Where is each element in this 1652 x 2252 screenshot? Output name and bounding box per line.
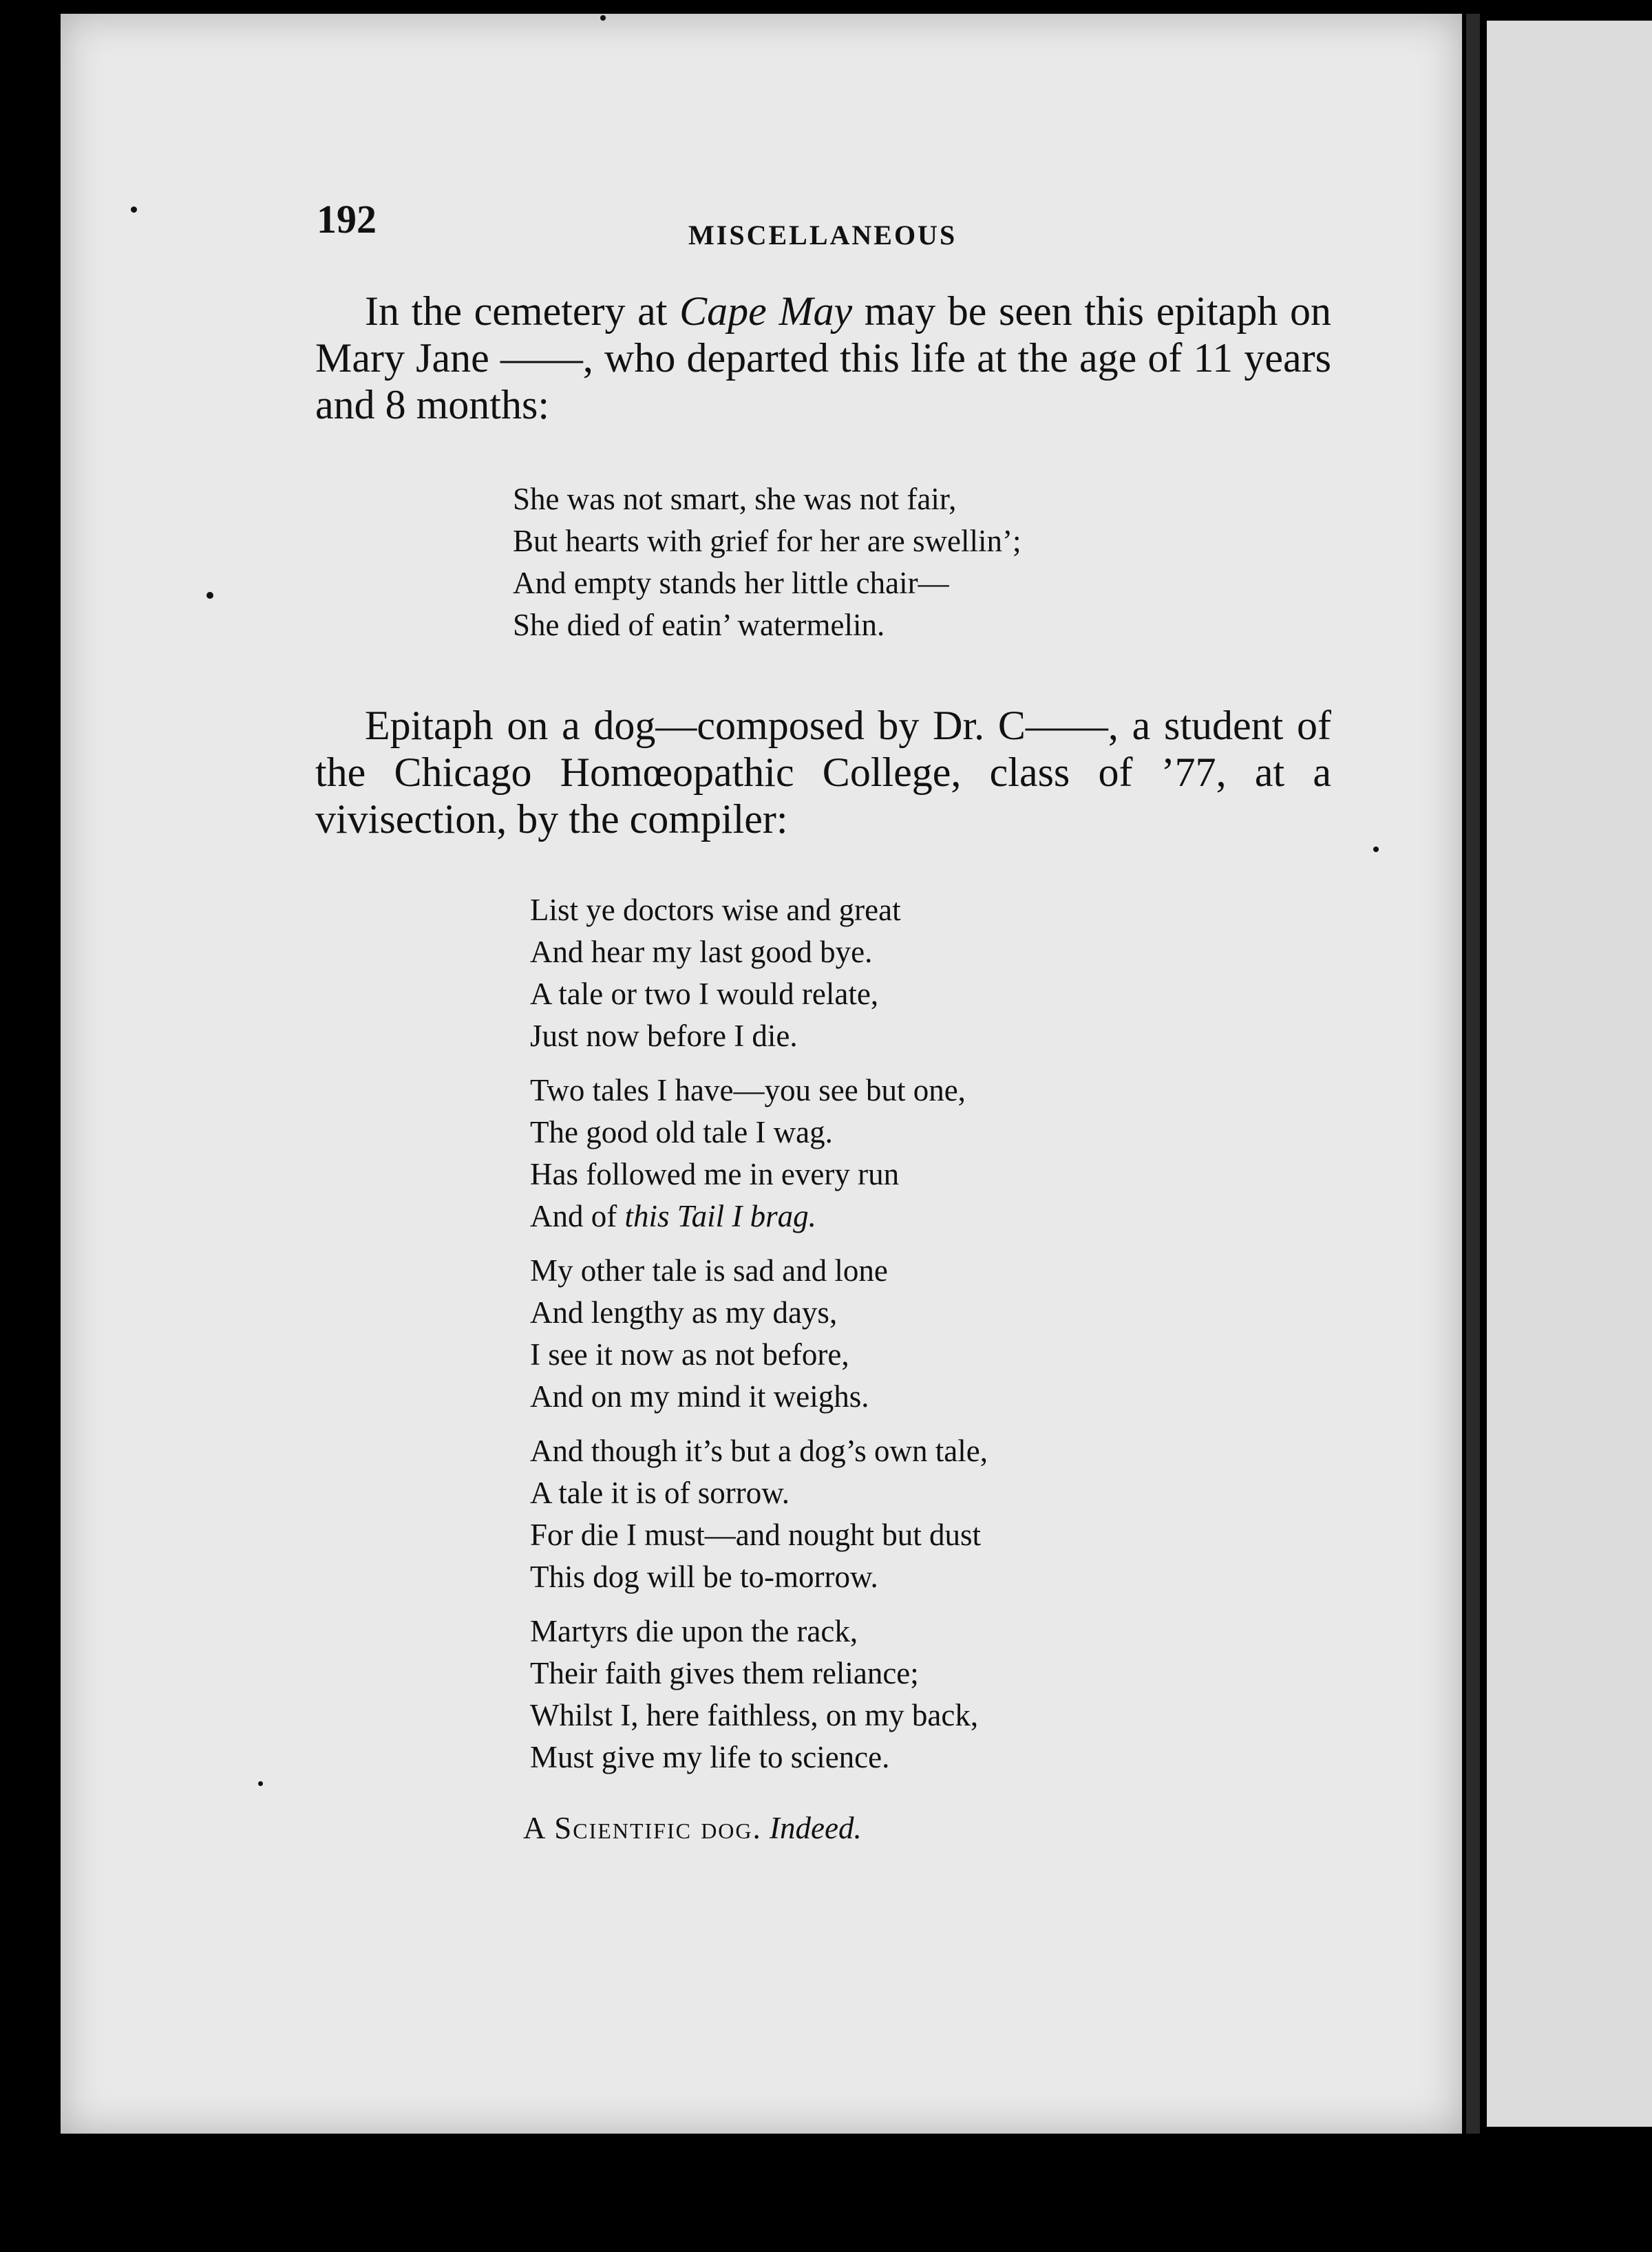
- scan-speck: [1373, 847, 1379, 852]
- paragraph-text: In the cemetery at: [365, 288, 680, 334]
- stanza: [530, 1430, 988, 1598]
- verse-line: I see it now as not before,: [530, 1337, 849, 1372]
- verse-line: Two tales I have—you see but one,: [530, 1073, 966, 1107]
- scan-speck: [600, 15, 606, 21]
- page-number: 192: [317, 197, 377, 242]
- verse-line: Must give my life to science.: [530, 1740, 890, 1774]
- verse-line: Whilst I, here faithless, on my back,: [530, 1698, 979, 1732]
- verse-line: A tale it is of sorrow.: [530, 1476, 790, 1510]
- verse-line: List ye doctors wise and great: [530, 893, 901, 927]
- stanza: [530, 1070, 988, 1237]
- signature: [523, 1810, 862, 1846]
- verse-line: The good old tale I wag.: [530, 1115, 833, 1149]
- verse-line: A tale or two I would relate,: [530, 977, 879, 1011]
- paragraph-text: may be seen this epitaph on Mary Jane ——, who departed this life at the age of 11 years and 8 months:: [315, 288, 1331, 427]
- verse-line: [530, 1196, 988, 1237]
- paragraph-dog-epitaph: Epitaph on a dog—composed by Dr. C——, a student of the Chicago Homœopathic College, class of ’77, at a vivisection, by the compiler:: [315, 703, 1331, 842]
- verse-line: This dog will be to-morrow.: [530, 1560, 878, 1594]
- running-head: MISCELLANEOUS: [688, 220, 957, 251]
- verse-emphasis: this Tail I brag.: [624, 1199, 816, 1233]
- verse-line: But hearts with grief for her are swellin’;: [513, 524, 1021, 558]
- verse-line: Has followed me in every run: [530, 1157, 900, 1191]
- stanza: [530, 1611, 988, 1778]
- verse-line: Martyrs die upon the rack,: [530, 1614, 858, 1648]
- verse-line: And lengthy as my days,: [530, 1295, 838, 1330]
- signature-remark: Indeed.: [770, 1811, 862, 1845]
- verse-line: And hear my last good bye.: [530, 935, 873, 969]
- verse-line: And empty stands her little chair—: [513, 566, 949, 600]
- signature-name: A Scientific dog.: [523, 1811, 762, 1845]
- scan-speck: [258, 1781, 263, 1786]
- verse-line: My other tale is sad and lone: [530, 1253, 888, 1288]
- epitaph-mary-jane: [513, 478, 1021, 646]
- verse-text: And of: [530, 1199, 625, 1233]
- stanza: [530, 1250, 988, 1418]
- verse-line: She died of eatin’ watermelin.: [513, 608, 885, 642]
- place-name: Cape May: [679, 288, 853, 334]
- stanza: [530, 889, 988, 1057]
- verse-line: And though it’s but a dog’s own tale,: [530, 1434, 988, 1468]
- page-edge: [1466, 14, 1480, 2134]
- epitaph-dog: [530, 889, 988, 1791]
- scan-speck: [206, 592, 213, 599]
- verse-line: Just now before I die.: [530, 1019, 798, 1053]
- paragraph-cape-may: [315, 288, 1331, 428]
- adjacent-page: [1487, 21, 1652, 2127]
- scan-speck: [131, 206, 137, 213]
- verse-line: Their faith gives them reliance;: [530, 1656, 919, 1690]
- verse-line: And on my mind it weighs.: [530, 1379, 869, 1414]
- verse-line: She was not smart, she was not fair,: [513, 482, 957, 516]
- verse-line: For die I must—and nought but dust: [530, 1518, 981, 1552]
